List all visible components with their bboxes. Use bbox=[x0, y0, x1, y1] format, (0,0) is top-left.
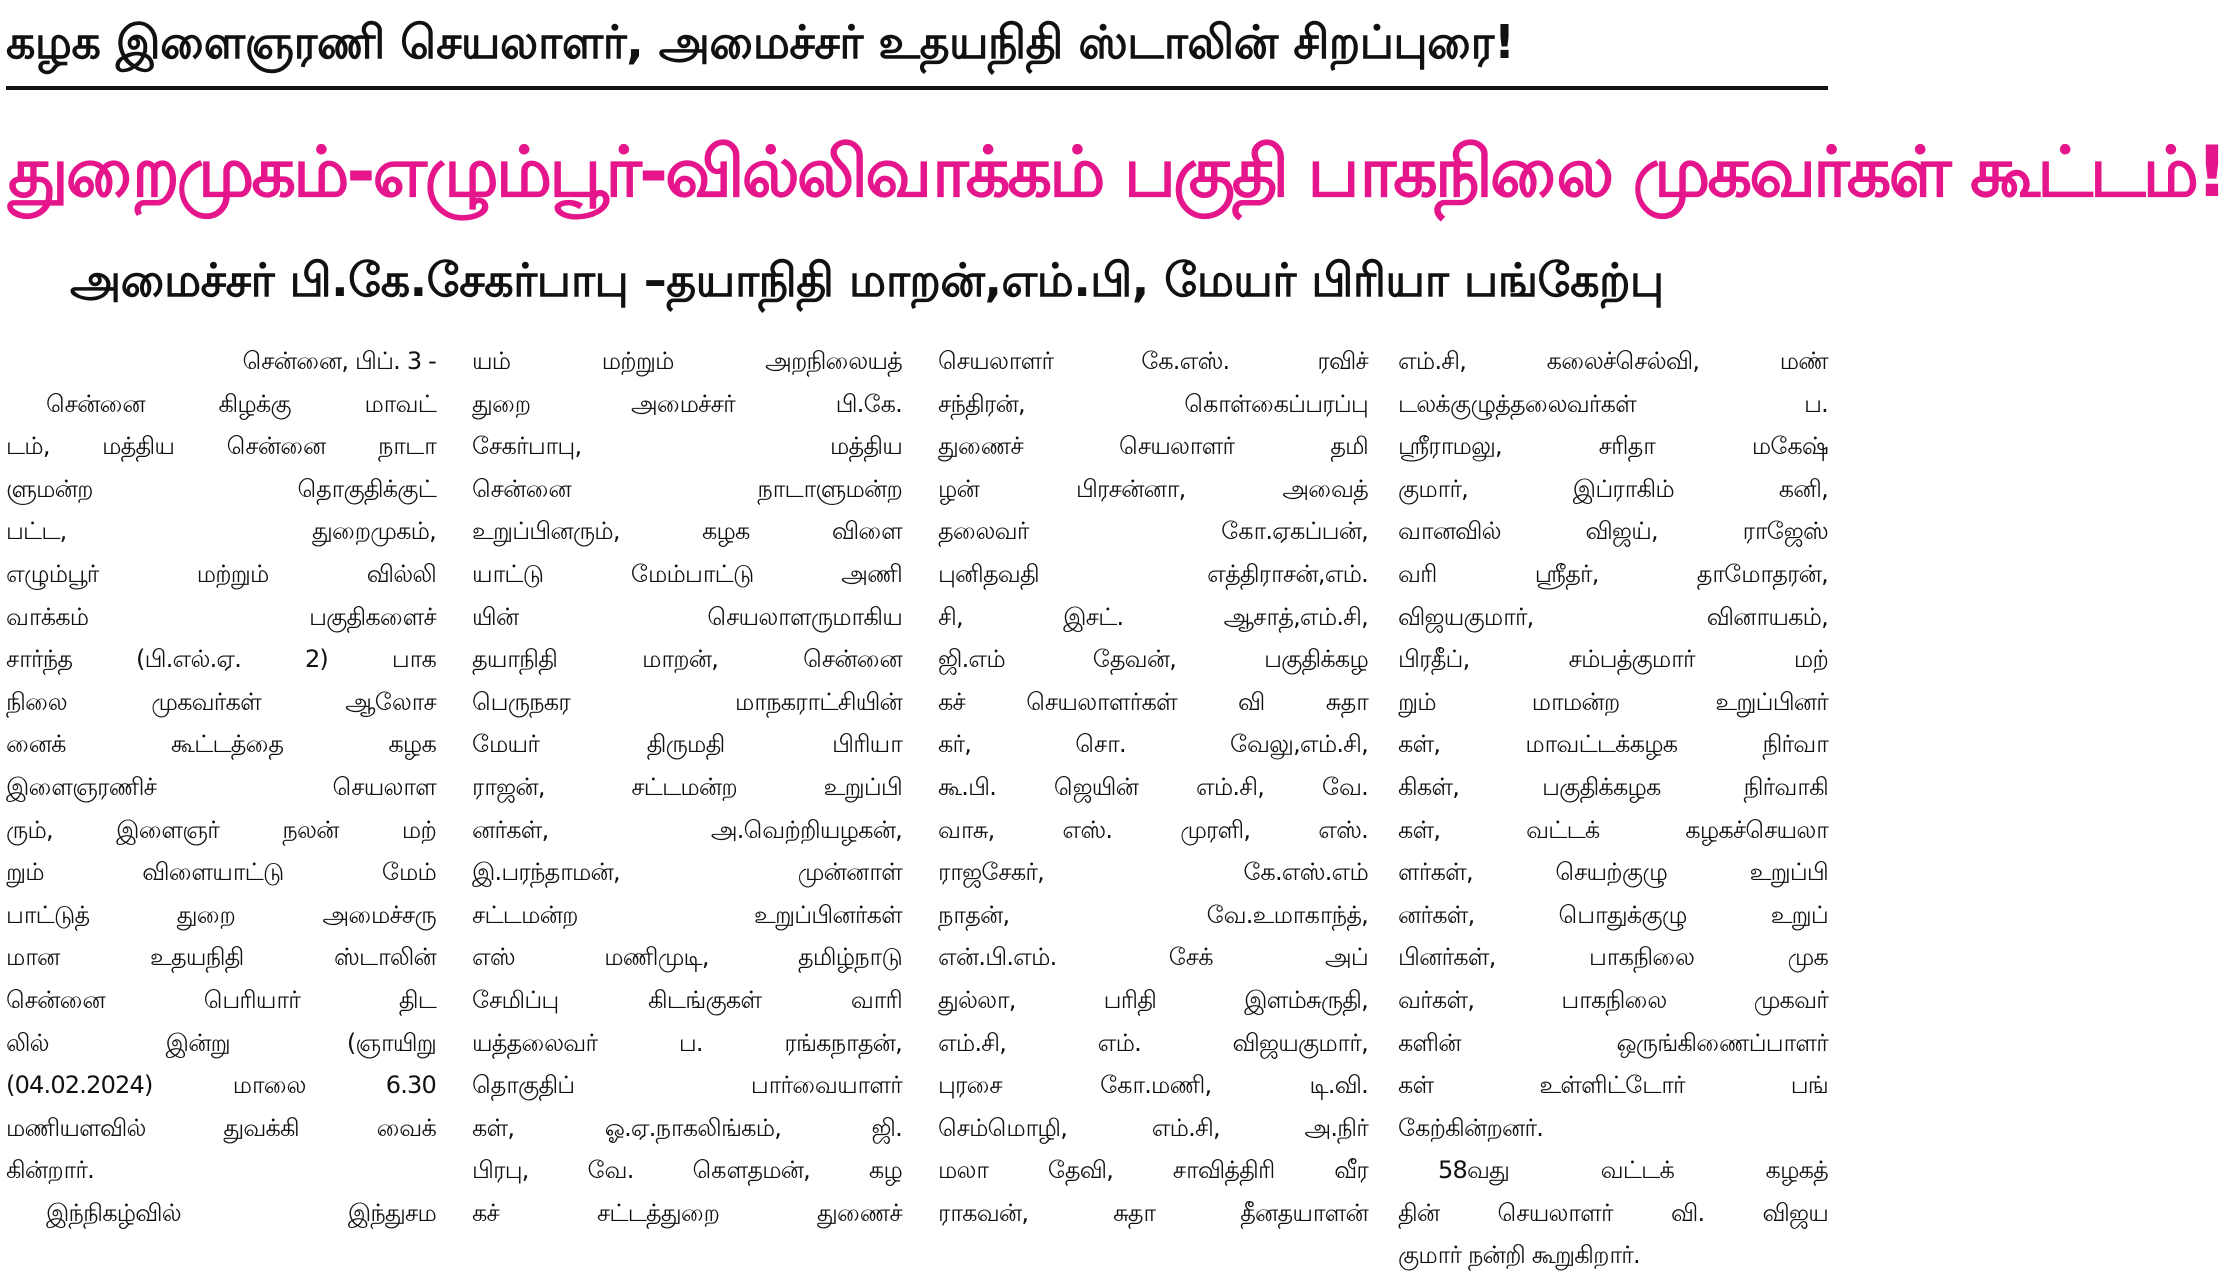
article-line: (04.02.2024) மாலை 6.30 bbox=[6, 1071, 436, 1100]
main-headline: துறைமுகம்-எழும்பூர்-வில்லிவாக்கம் பகுதி பாகநிலை முகவர்கள் கூட்டம்! bbox=[8, 131, 2225, 213]
article-line: நிலை முகவர்கள் ஆலோச bbox=[6, 687, 436, 716]
article-line: தின் செயலாளர் வி. விஜய bbox=[1398, 1198, 1828, 1227]
article-line: சென்னை பெரியார் திட bbox=[6, 985, 436, 1014]
article-line: என்.பி.எம். சேக் அப் bbox=[938, 943, 1368, 972]
article-line: பினர்கள், பாகநிலை முக bbox=[1398, 943, 1828, 972]
headline-divider bbox=[6, 86, 1828, 90]
article-line: பிரதீப், சம்பத்குமார் மற் bbox=[1398, 645, 1828, 674]
article-line: எஸ் மணிமுடி, தமிழ்நாடு bbox=[472, 943, 902, 972]
article-line: மான உதயநிதி ஸ்டாலின் bbox=[6, 943, 436, 972]
article-line: மணியளவில் துவக்கி வைக் bbox=[6, 1113, 436, 1142]
article-line: விஜயகுமார், வினாயகம், bbox=[1398, 602, 1828, 631]
article-line: ராஜன், சட்டமன்ற உறுப்பி bbox=[472, 772, 902, 801]
article-line: இ.பரந்தாமன், முன்னாள் bbox=[472, 858, 902, 887]
article-line: றும் விளையாட்டு மேம் bbox=[6, 858, 436, 887]
article-line: இந்நிகழ்வில் இந்துசம bbox=[46, 1198, 436, 1227]
article-line: வானவில் விஜய், ராஜேஸ் bbox=[1398, 517, 1828, 546]
article-line: கள் உள்ளிட்டோர் பங் bbox=[1398, 1071, 1828, 1100]
article-line: டம், மத்திய சென்னை நாடா bbox=[6, 432, 436, 461]
article-line: தொகுதிப் பார்வையாளர் bbox=[472, 1071, 902, 1100]
article-line: ளர்கள், செயற்குழு உறுப்பி bbox=[1398, 858, 1828, 887]
article-line: குமார், இப்ராகிம் கனி, bbox=[1398, 474, 1828, 503]
article-line: டலக்குழுத்தலைவர்கள் ப. bbox=[1398, 389, 1828, 418]
article-line: பட்ட, துறைமுகம், bbox=[6, 517, 436, 546]
article-line: ஸ்ரீராமலு, சரிதா மகேஷ் bbox=[1398, 432, 1828, 461]
article-line: மேயர் திருமதி பிரியா bbox=[472, 730, 902, 759]
article-line: னர்கள், அ.வெற்றியழகன், bbox=[472, 815, 902, 844]
sub-headline: அமைச்சர் பி.கே.சேகர்பாபு –தயாநிதி மாறன்,எம்.பி, மேயர் பிரியா பங்கேற்பு bbox=[70, 253, 1664, 307]
article-line: வரி ஸ்ரீதர், தாமோதரன், bbox=[1398, 559, 1828, 588]
article-line: னர்கள், பொதுக்குழு உறுப் bbox=[1398, 900, 1828, 929]
article-line: புரசை கோ.மணி, டி.வி. bbox=[938, 1071, 1368, 1100]
article-line: வாசு, எஸ். முரளி, எஸ். bbox=[938, 815, 1368, 844]
article-line: யின் செயலாளருமாகிய bbox=[472, 602, 902, 631]
article-line: உறுப்பினரும், கழக விளை bbox=[472, 517, 902, 546]
article-line: பாட்டுத் துறை அமைச்சரு bbox=[6, 900, 436, 929]
article-line: தயாநிதி மாறன், சென்னை bbox=[472, 645, 902, 674]
article-line: துறை அமைச்சர் பி.கே. bbox=[472, 389, 902, 418]
article-line: எழும்பூர் மற்றும் வில்லி bbox=[6, 559, 436, 588]
article-column-3 bbox=[938, 340, 1368, 1234]
article-line: கேற்கின்றனர். bbox=[1398, 1113, 1544, 1142]
article-line: சென்னை நாடாளுமன்ற bbox=[472, 474, 902, 503]
article-line: 58வது வட்டக் கழகத் bbox=[1438, 1156, 1828, 1185]
article-line: ழன் பிரசன்னா, அவைத் bbox=[938, 474, 1368, 503]
article-line: துணைச் செயலாளர் தமி bbox=[938, 432, 1368, 461]
article-line: களின் ஒருங்கிணைப்பாளர் bbox=[1398, 1028, 1828, 1057]
article-line: எம்.சி, எம். விஜயகுமார், bbox=[938, 1028, 1368, 1057]
article-line: செயலாளர் கே.எஸ். ரவிச் bbox=[938, 347, 1368, 375]
article-line: எம்.சி, கலைச்செல்வி, மண் bbox=[1398, 347, 1828, 375]
article-line: கச் செயலாளர்கள் வி சுதா bbox=[938, 687, 1368, 716]
article-line: செம்மொழி, எம்.சி, அ.நிர் bbox=[938, 1113, 1368, 1142]
article-line: தலைவர் கோ.ஏகப்பன், bbox=[938, 517, 1368, 546]
article-line: சென்னை, பிப். 3 - bbox=[242, 347, 436, 375]
article-line: கள், மாவட்டக்கழக நிர்வா bbox=[1398, 730, 1828, 759]
article-line: வாக்கம் பகுதிகளைச் bbox=[6, 602, 436, 631]
article-line: கள், வட்டக் கழகச்செயலா bbox=[1398, 815, 1828, 844]
article-line: ரும், இளைஞர் நலன் மற் bbox=[6, 815, 436, 844]
article-column-2 bbox=[472, 340, 902, 1234]
article-line: யாட்டு மேம்பாட்டு அணி bbox=[472, 559, 902, 588]
article-line: வர்கள், பாகநிலை முகவர் bbox=[1398, 985, 1828, 1014]
article-line: சார்ந்த (பி.எல்.ஏ. 2) பாக bbox=[6, 645, 436, 674]
article-column-1 bbox=[6, 340, 436, 1234]
article-line: னைக் கூட்டத்தை கழக bbox=[6, 730, 436, 759]
article-line: குமார் நன்றி கூறுகிறார். bbox=[1398, 1241, 1640, 1270]
article-line: புனிதவதி எத்திராசன்,எம். bbox=[938, 559, 1368, 588]
article-line: ராகவன், சுதா தீனதயாளன் bbox=[938, 1198, 1368, 1227]
article-line: லில் இன்று (ஞாயிறு bbox=[6, 1028, 436, 1057]
article-line: சட்டமன்ற உறுப்பினர்கள் bbox=[472, 900, 902, 929]
article-line: பிரபு, வே. கௌதமன், கழ bbox=[472, 1156, 902, 1185]
article-line: றும் மாமன்ற உறுப்பினர் bbox=[1398, 687, 1828, 716]
article-column-4 bbox=[1398, 340, 1828, 1277]
article-line: ளுமன்ற தொகுதிக்குட் bbox=[6, 474, 436, 503]
article-line: நாதன், வே.உமாகாந்த், bbox=[938, 900, 1368, 929]
article-line: யத்தலைவர் ப. ரங்கநாதன், bbox=[472, 1028, 902, 1057]
article-line: பெருநகர மாநகராட்சியின் bbox=[472, 687, 902, 716]
article-line: ஜி.எம் தேவன், பகுதிக்கழ bbox=[938, 645, 1368, 674]
article-line: சந்திரன், கொள்கைப்பரப்பு bbox=[938, 389, 1368, 418]
article-line: மலா தேவி, சாவித்திரி வீர bbox=[938, 1156, 1368, 1185]
article-line: கூ.பி. ஜெயின் எம்.சி, வே. bbox=[938, 772, 1368, 801]
article-line: கள், ஓ.ஏ.நாகலிங்கம், ஜி. bbox=[472, 1113, 902, 1142]
article-line: துல்லா, பரிதி இளம்சுருதி, bbox=[938, 985, 1368, 1014]
article-line: சென்னை கிழக்கு மாவட் bbox=[46, 389, 436, 418]
article-line: சேகர்பாபு, மத்திய bbox=[472, 432, 902, 461]
article-line: கச் சட்டத்துறை துணைச் bbox=[472, 1198, 902, 1227]
article-line: ராஜசேகர், கே.எஸ்.எம் bbox=[938, 858, 1368, 887]
article-body bbox=[6, 340, 1828, 1270]
kicker-headline: கழக இளைஞரணி செயலாளர், அமைச்சர் உதயநிதி ஸ்டாலின் சிறப்புரை! bbox=[6, 15, 1515, 69]
article-line: கர், சொ. வேலு,எம்.சி, bbox=[938, 730, 1368, 759]
article-line: சி, இசட். ஆசாத்,எம்.சி, bbox=[938, 602, 1368, 631]
article-line: கின்றார். bbox=[6, 1156, 94, 1185]
article-line: சேமிப்பு கிடங்குகள் வாரி bbox=[472, 985, 902, 1014]
article-line: கிகள், பகுதிக்கழக நிர்வாகி bbox=[1398, 772, 1828, 801]
article-line: இளைஞரணிச் செயலாள bbox=[6, 772, 436, 801]
article-line: யம் மற்றும் அறநிலையத் bbox=[472, 347, 902, 375]
